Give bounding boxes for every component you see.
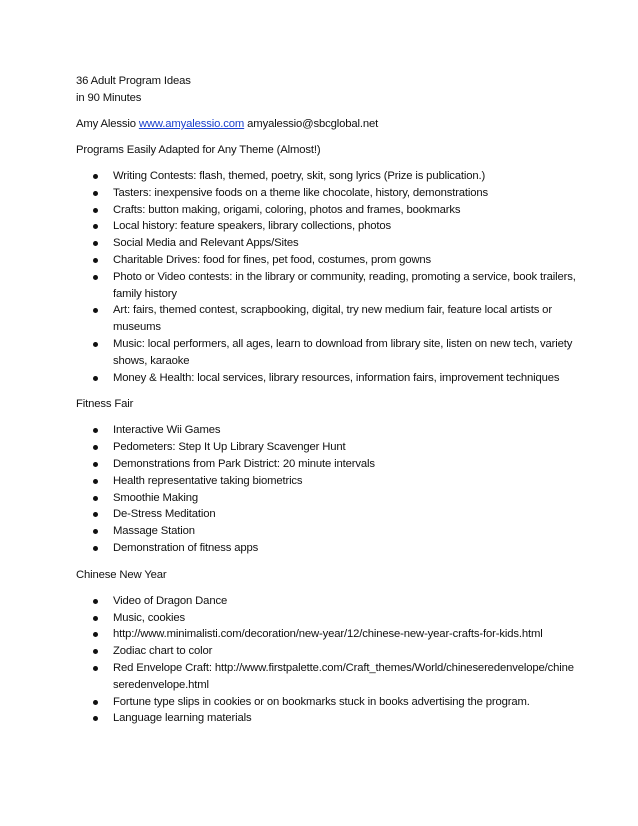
- bullet-icon: [93, 208, 98, 213]
- list-item: Zodiac chart to color: [76, 643, 578, 660]
- list-item: Demonstration of fitness apps: [76, 540, 578, 557]
- bullet-icon: [93, 445, 98, 450]
- bullet-icon: [93, 716, 98, 721]
- bullet-icon: [93, 632, 98, 637]
- author-line: [76, 116, 576, 133]
- list-item: Health representative taking biometrics: [76, 473, 578, 490]
- chinese-new-year-list: [76, 593, 576, 727]
- bullet-icon: [93, 308, 98, 313]
- bullet-icon: [93, 599, 98, 604]
- bullet-icon: [93, 512, 98, 517]
- bullet-icon: [93, 666, 98, 671]
- bullet-icon: [93, 342, 98, 347]
- fitness-list: [76, 422, 576, 556]
- bullet-icon: [93, 496, 98, 501]
- bullet-icon: [93, 191, 98, 196]
- list-item: http://www.minimalisti.com/decoration/new-year/12/chinese-new-year-crafts-for-kids.html: [76, 626, 578, 643]
- bullet-icon: [93, 700, 98, 705]
- bullet-icon: [93, 275, 98, 280]
- list-item: Red Envelope Craft: http://www.firstpalette.com/Craft_themes/World/chineseredenvelope/chineseredenvelope.html: [76, 660, 578, 694]
- author-email: amyalessio@sbcglobal.net: [247, 118, 379, 130]
- list-item: Fortune type slips in cookies or on bookmarks stuck in books advertising the program.: [76, 694, 578, 711]
- bullet-icon: [93, 479, 98, 484]
- list-item: Social Media and Relevant Apps/Sites: [76, 235, 578, 252]
- document-subtitle: in 90 Minutes: [76, 92, 142, 104]
- list-item: Massage Station: [76, 523, 578, 540]
- list-item: Interactive Wii Games: [76, 422, 578, 439]
- list-item: Art: fairs, themed contest, scrapbooking, digital, try new medium fair, feature local artists or museums: [76, 302, 578, 336]
- bullet-icon: [93, 258, 98, 263]
- list-item: Video of Dragon Dance: [76, 593, 578, 610]
- list-item: Local history: feature speakers, library collections, photos: [76, 218, 578, 235]
- document-page: [76, 73, 576, 727]
- list-item: Tasters: inexpensive foods on a theme like chocolate, history, demonstrations: [76, 185, 578, 202]
- list-item: Crafts: button making, origami, coloring, photos and frames, bookmarks: [76, 202, 578, 219]
- bullet-icon: [93, 546, 98, 551]
- list-item: Photo or Video contests: in the library or community, reading, promoting a service, book trailers, family history: [76, 269, 578, 303]
- list-item: Pedometers: Step It Up Library Scavenger Hunt: [76, 439, 578, 456]
- list-item: Charitable Drives: food for fines, pet food, costumes, prom gowns: [76, 252, 578, 269]
- list-item: Language learning materials: [76, 710, 578, 727]
- document-title: 36 Adult Program Ideas: [76, 75, 191, 87]
- bullet-icon: [93, 462, 98, 467]
- bullet-icon: [93, 649, 98, 654]
- list-item: Writing Contests: flash, themed, poetry, skit, song lyrics (Prize is publication.): [76, 168, 578, 185]
- fitness-heading: Fitness Fair: [76, 398, 134, 411]
- bullet-icon: [93, 376, 98, 381]
- author-name: Amy Alessio: [76, 118, 136, 130]
- programs-list: [76, 168, 576, 386]
- programs-heading: Programs Easily Adapted for Any Theme (Almost!): [76, 144, 321, 156]
- bullet-icon: [93, 174, 98, 179]
- list-item: Smoothie Making: [76, 490, 578, 507]
- list-item: Money & Health: local services, library resources, information fairs, improvement techniques: [76, 370, 578, 387]
- chinese-new-year-heading: Chinese New Year: [76, 568, 167, 581]
- list-item: Demonstrations from Park District: 20 minute intervals: [76, 456, 578, 473]
- bullet-icon: [93, 616, 98, 621]
- bullet-icon: [93, 241, 98, 246]
- author-website-link[interactable]: www.amyalessio.com: [138, 118, 245, 130]
- bullet-icon: [93, 224, 98, 229]
- list-item: De-Stress Meditation: [76, 506, 578, 523]
- list-item: Music, cookies: [76, 610, 578, 627]
- bullet-icon: [93, 428, 98, 433]
- list-item: Music: local performers, all ages, learn to download from library site, listen on new tech, variety shows, karaoke: [76, 336, 578, 370]
- bullet-icon: [93, 529, 98, 534]
